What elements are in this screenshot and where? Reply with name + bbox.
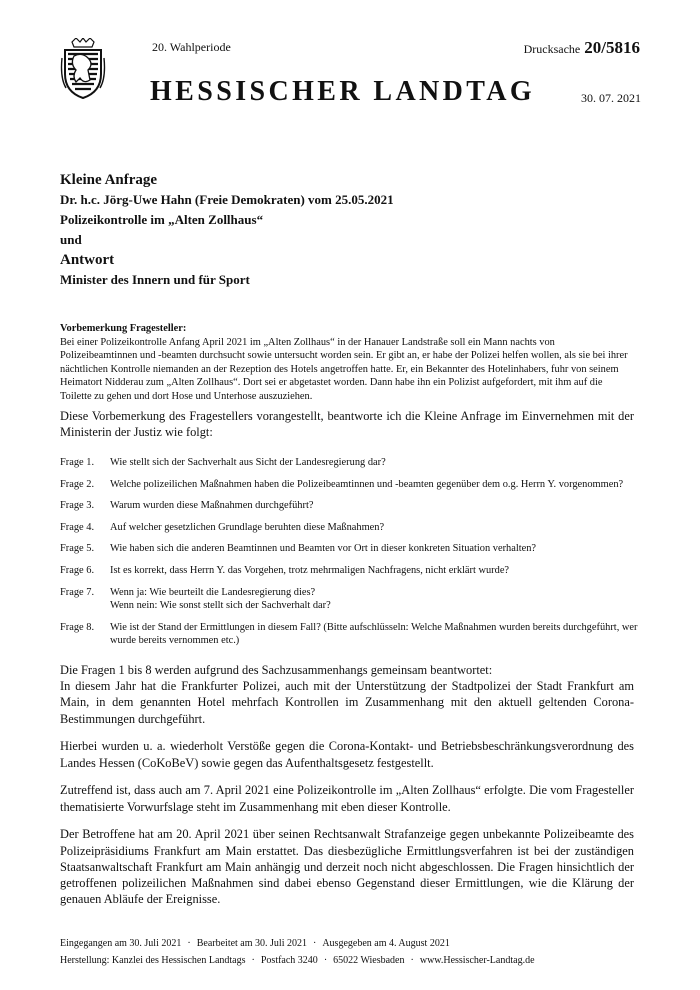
question-label: Frage 7. xyxy=(60,586,95,598)
answer-section xyxy=(60,662,634,907)
footer-imprint xyxy=(60,953,640,970)
vorbemerkung-text: Bei einer Polizeikontrolle Anfang April 2021 im „Alten Zollhaus“ in der Hanauer Landstraße soll ein Mann nachts von Polizeibeamtinnen und -beamten durchsucht sowie untersucht worden sein. Er gibt an, er habe der Polizei helfen wollen, als sie bei ihrer nächtlichen Kontrolle niemanden an der Rezeption des Hotels angetroffen hatte. Er, ein Bekannter des Hotelinhabers, fuhr von seinem Heimatort Nidderau zum „Alten Zollhaus“. Dort sei er abgetastet worden. Dann habe ihn ein Polizist aufgefordert, mit ihm auf die Toilette zu gehen und dort Hose und Unterhose auszuziehen. xyxy=(60,336,628,402)
question-item xyxy=(60,456,640,469)
question-item xyxy=(60,542,640,555)
answer-paragraph: Hierbei wurden u. a. wiederholt Verstöße gegen die Corona-Kontakt- und Betriebsbeschränkungsverordnung des Landes Hessen (CoKoBeV) sowie gegen das Aufenthaltsgesetz festgestellt. xyxy=(60,739,634,770)
footer-separator: · xyxy=(323,954,328,966)
footer-ausgegeben: Ausgegeben am 4. August 2021 xyxy=(322,938,450,949)
document-heading xyxy=(60,170,640,290)
footer-eingegangen: Eingegangen am 30. Juli 2021 xyxy=(60,938,182,949)
wahlperiode: 20. Wahlperiode xyxy=(152,40,231,54)
question-item xyxy=(60,586,640,613)
footer-separator: · xyxy=(312,938,317,949)
hessen-coat-of-arms-logo xyxy=(60,38,106,100)
answer-lead: Die Fragen 1 bis 8 werden aufgrund des Sachzusammenhangs gemeinsam beantwortet: xyxy=(60,663,493,677)
question-text: Ist es korrekt, dass Herrn Y. das Vorgehen, trotz mehrmaligen Nachfragens, nicht erklärt wurde? xyxy=(110,564,510,576)
drucksache-number: 20/5816 xyxy=(584,38,640,57)
footer-dates xyxy=(60,936,640,953)
footer-separator: · xyxy=(410,954,414,966)
footer-postfach: Postfach 3240 xyxy=(260,954,318,966)
answer-paragraph: In diesem Jahr hat die Frankfurter Polizei, auch mit der Unterstützung der Stadtpolizei der Stadt Frankfurt am Main, in dem genannten Hotel mehrfach Kontrollen im Zusammenhang mit den aktuell geltenden Corona-Bestimmungen durchgeführt. xyxy=(60,679,634,726)
footer-ort: 65022 Wiesbaden xyxy=(333,954,405,966)
question-text: Wie ist der Stand der Ermittlungen in diesem Fall? (Bitte aufschlüsseln: Welche Maßnahmen wurden bereits durchgeführt, wer wurde bereits vernommen etc.) xyxy=(110,621,638,646)
question-item xyxy=(60,521,640,534)
footer xyxy=(60,936,640,969)
footer-website-link[interactable]: www.Hessischer-Landtag.de xyxy=(419,954,535,966)
subject-line: Polizeikontrolle im „Alten Zollhaus“ xyxy=(60,212,264,227)
question-item xyxy=(60,478,640,491)
question-text: Wie stellt sich der Sachverhalt aus Sicht der Landesregierung dar? xyxy=(110,457,386,468)
question-text: Wenn ja: Wie beurteilt die Landesregierung dies? Wenn nein: Wie sonst stellt sich der Sachverhalt dar? xyxy=(110,586,331,611)
question-text: Auf welcher gesetzlichen Grundlage beruhten diese Maßnahmen? xyxy=(110,521,385,533)
question-label: Frage 8. xyxy=(60,621,95,633)
question-label: Frage 6. xyxy=(60,564,95,576)
minister-line: Minister des Innern und für Sport xyxy=(60,272,250,287)
drucksache xyxy=(524,38,640,58)
und-line: und xyxy=(60,232,82,247)
question-label: Frage 1. xyxy=(60,457,95,468)
question-text: Welche polizeilichen Maßnahmen haben die Polizeibeamtinnen und -beamten gegenüber dem o.g. Herrn Y. vorgenommen? xyxy=(110,478,624,490)
vorbemerkung-title: Vorbemerkung Fragesteller: xyxy=(60,323,187,334)
question-text: Warum wurden diese Maßnahmen durchgeführt? xyxy=(110,500,314,512)
drucksache-label: Drucksache xyxy=(523,42,581,56)
question-item xyxy=(60,621,640,648)
document-type: Kleine Anfrage xyxy=(60,172,158,188)
answer-paragraph: Der Betroffene hat am 20. April 2021 über seinen Rechtsanwalt Strafanzeige gegen unbekannte Polizeibeamte des Polizeipräsidiums Frankfurt am Main erstattet. Das diesbezügliche Ermittlungsverfahren ist bei der zuständigen Staatsanwaltschaft Frankfurt am Main anhängig und derzeit noch nicht abgeschlossen. Die Fragen hinsichtlich der getroffenen polizeilichen Maßnahmen sind dabei ebenso Gegenstand dieser Ermittlungen, wie die Klärung der genauen Abläufe der Ereignisse. xyxy=(60,827,634,907)
document-date: 30. 07. 2021 xyxy=(581,91,641,105)
landtag-title: HESSISCHER LANDTAG xyxy=(150,76,536,107)
footer-herstellung: Herstellung: Kanzlei des Hessischen Landtags xyxy=(60,954,246,966)
question-item xyxy=(60,499,640,512)
author-line: Dr. h.c. Jörg-Uwe Hahn (Freie Demokraten) vom 25.05.2021 xyxy=(60,192,394,207)
vorbemerkung xyxy=(60,322,634,404)
footer-separator: · xyxy=(251,954,255,966)
antwort-heading: Antwort xyxy=(60,252,115,268)
footer-bearbeitet: Bearbeitet am 30. Juli 2021 xyxy=(196,938,307,949)
answer-paragraph: Zutreffend ist, dass auch am 7. April 2021 eine Polizeikontrolle im „Alten Zollhaus“ erfolgte. Die vom Fragesteller thematisierte Vorwurfslage steht im Zusammenhang mit eben dieser Kontrolle. xyxy=(60,783,634,814)
questions-list xyxy=(60,456,640,656)
question-label: Frage 5. xyxy=(60,543,95,555)
question-text: Wie haben sich die anderen Beamtinnen und Beamten vor Ort in dieser konkreten Situation verhalten? xyxy=(110,543,537,555)
question-label: Frage 4. xyxy=(60,521,95,533)
question-label: Frage 3. xyxy=(60,500,95,512)
footer-separator: · xyxy=(187,938,191,949)
question-label: Frage 2. xyxy=(60,478,95,490)
intro-paragraph: Diese Vorbemerkung des Fragestellers vorangestellt, beantworte ich die Kleine Anfrage im Einvernehmen mit der Ministerin der Justiz wie folgt: xyxy=(60,409,634,440)
question-item xyxy=(60,564,640,577)
